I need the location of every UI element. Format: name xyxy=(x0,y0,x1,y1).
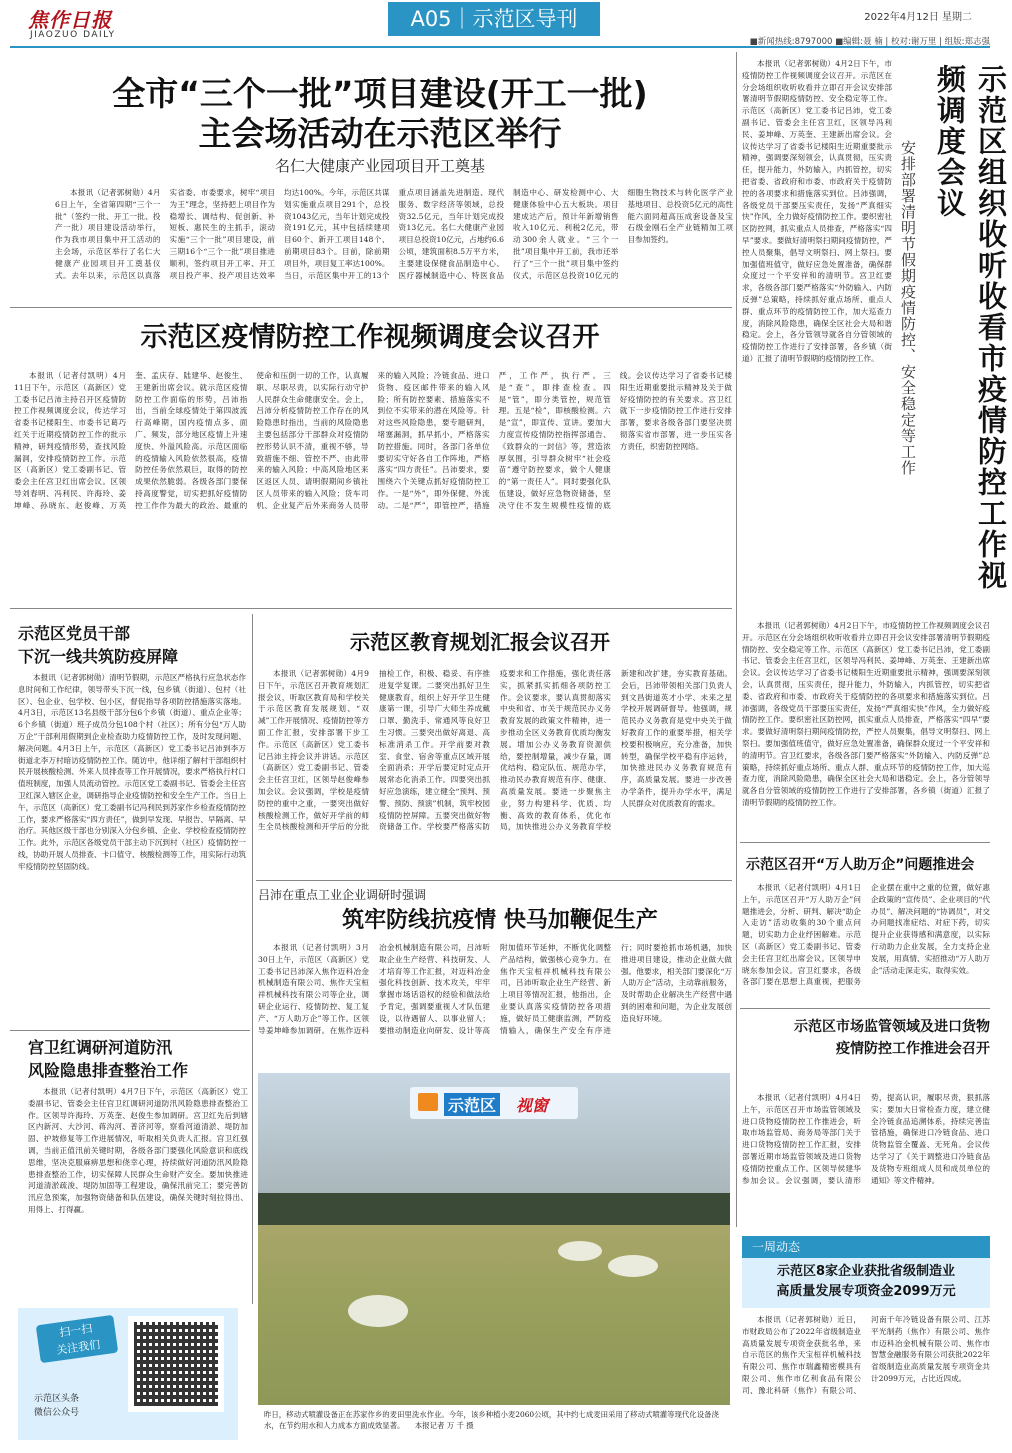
qr-area xyxy=(18,1308,238,1440)
photo-credit: 本报记者 万 千 摄 xyxy=(414,1421,474,1430)
article9-title-line1: 示范区市场监管领域及进口货物 xyxy=(794,1019,990,1035)
issue-date: 2022年4月12日 星期二 xyxy=(864,12,972,23)
divider xyxy=(740,1008,990,1009)
weekly-title-line2: 高质量发展专项资金2099万元 xyxy=(776,1284,956,1299)
divider xyxy=(740,842,990,843)
article9-text: 本报讯（记者付凯明）4月4日上午，示范区召开市场监管领域及进口货物疫情防控工作推进会，听取市场监管局、商务局等部门关于进口货物疫情防控工作汇报，安排部署近期市场监管领域及进口货物疫情防控重点工作。区领导侯建华参加会议。会议强调，要认清形势，提高认识，履职尽责，狠抓落实；要加大日常检查力度，建立健全冷链食品追溯体系，持续完善监管措施，确保进口冷链食品、进口货物监管全覆盖、无死角。会议传达学习了《关于调整进口冷链食品及货物专班组成人员和成员单位的通知》等文件精神。 xyxy=(742,1093,990,1185)
article8-text: 本报讯（记者付凯明）4月1日上午，示范区召开“万人助万企”问题推进会，分析、研判、解决“助企入走访”活动收集的30个重点问题，切实助力企业纾困解难。示范区（高新区）党工委副书记、管委会主任宫卫红出席会议。区领导申晓东参加会议。宫卫红要求，各级各部门要在思想上真重视，把服务企业摆在重中之重的位置，做好惠企政策的“宣传员”、企业项目的“代办员”、解决问题的“协调员”，对交办问题找准症结、对症下药，切实提升企业获得感和满意度，以实际行动助力企业发展，全力支持企业发展，用真情、实招推动“万人助万企”活动走深走实、取得实效。 xyxy=(742,883,990,987)
photo-trees xyxy=(258,1193,730,1227)
article3-text: 本报讯（记者郭树勋）4月2日下午，市疫情防控工作视频调度会议召开。示范区在分会场组织收听收看并立即召开会议安排部署清明节假期疫情防控、安全稳定等工作。示范区（高新区）党工委书记吕沛，党工委副书记、管委会主任宫卫红，区领导冯利民、姜坤峰、万英奎、王建新出席会议。会议传达学习了省委书记楼阳生近期重要批示精神，强调要深刻领会，认真贯彻，压实责任，提升能力，外防输入，内抓管控，切实把省委、省政府和市委、市政府关于疫情防控的各项要求和措施落实到位。吕沛强调，各级党员干部要压实责任，发扬“严真细实快”作风，全力做好疫情防控工作。要织密社区防控网，抓实重点人员排查，严格落实“四早”要求。要做好清明祭扫期间疫情防控，严控人员聚集，倡导文明祭扫、网上祭扫。要加强值班值守，做好应急处置准备，确保群众度过一个平安祥和的清明节。宫卫红要求，各级各部门要严格落实“外防输入、内防反弹”总策略，持续抓好重点场所、重点人群、重点环节的疫情防控工作，加大巡查力度，消除风险隐患，确保全区社会大局和谐稳定。会上，各分管领导就各自分管领域的疫情防控工作进行了安排部署，各乡镇（街道）汇报了清明节假期的疫情防控工作。 xyxy=(742,59,892,363)
article3-subtitle: 安排部署清明节假期疫情防控、安全稳定等工作 xyxy=(899,140,917,476)
article5-title-line2: 风险隐患排查整治工作 xyxy=(28,1061,189,1080)
column-divider xyxy=(736,52,737,1227)
article7-title: 筑牢防线抗疫情 快马加鞭促生产 xyxy=(342,908,658,933)
article1-body xyxy=(55,187,733,299)
window-tag-part1: 示范区 xyxy=(444,1093,500,1116)
article6-body xyxy=(258,668,732,876)
weekly-text: 本报讯（记者郭树勋）近日，市财政局公布了2022年省级制造业高质量发展专项资金获批名单，来自示范区的焦作天宝桓祥机械科技有限公司、焦作市瑞鑫精密模具有限公司、焦作市亿利食品有限公司、豫北科研（焦作）有限公司、河南千年冷链设备有限公司、江苏平光制药（焦作）有限公司、焦作市迈科冶金机械有限公司、焦作市智慧金融服务有限公司获批2022年省级制造业高质量发展专项资金共计2099万元，占比近四成。 xyxy=(742,1315,990,1395)
article1-headline xyxy=(60,74,700,184)
qr-pattern xyxy=(134,1322,218,1406)
column-divider xyxy=(252,614,253,1304)
article5-title xyxy=(28,1036,248,1084)
weekly-body xyxy=(742,1314,990,1442)
qr-label-line2: 微信公众号 xyxy=(34,1408,80,1418)
article9-title xyxy=(742,1016,990,1064)
divider xyxy=(10,1030,250,1031)
article5-title-line1: 宫卫红调研河道防汛 xyxy=(28,1038,173,1057)
article6-text: 本报讯（记者郭树勋）4月9日下午，示范区召开教育规划汇报会议，听取区教育局和学校关于示范区教育发展规划、“双减”工作开展情况、疫情防控等方面工作汇报，安排部署下步工作。示范区（高新区）党工委书记吕沛主持会议并讲话。示范区（高新区）党工委副书记、管委会主任宫卫红，区领导赵俊峰参加会议。会议强调，学校是疫情防控的重中之重，一要突出做好核酸检测工作，做好开学前的师生全员核酸检测和开学后的分批抽检工作，积极、稳妥、有序推进复学复课。二要突出抓好卫生健康教育，组织上好开学卫生健康第一课，引导广大师生养成戴口罩、勤洗手、常通风等良好卫生习惯。三要突出做好离退、高标准消杀工作。开学前要对教室、食堂、宿舍等重点区域开展全面消杀；开学后要定时定点开展常态化消杀工作。四要突出抓好应急演练，建立健全“预判、预警、预防、预演”机制，筑牢校园疫情防控屏障。五要突出做好物资储备工作。学校要严格落实防疫要求和工作措施，强化责任落实，抓紧抓实抓细各项防控工作。会议要求，要认真贯彻落实中央和省、市关于规范民办义务教育发展的政策文件精神，进一步推动全区义务教育优质均衡发展。增加公办义务教育资源供给，要控制增量，减少存量，调优结构、稳定队伍、规范办学，推动民办教育规范有序、健康、高质量发展。要进一步聚焦主业，努力构建科学、优质、均衡、高效的教育体系，优化布局，加快推进公办义务教育学校新建和改扩建，夯实教育基础。会后，吕沛带领相关部门负责人到文昌街道英才小学、未来之星学校开展调研督导。他强调，规范民办义务教育是党中央关于做好教育工作的重要举措，相关学校要积极响应，充分准备，加快转型，确保学校平稳有序运转，加快推进民办义务教育规范有序，高质量发展。要进一步改善办学条件，提升办学水平，满足人民群众对优质教育的需求。 xyxy=(258,669,732,832)
article8-body xyxy=(742,882,990,1000)
article3-title: 示范区组织收听收看市疫情防控工作视频调度会议 xyxy=(933,64,1008,591)
article9-title-line2: 疫情防控工作推进会召开 xyxy=(836,1041,990,1057)
divider xyxy=(256,880,732,881)
article9-body xyxy=(742,1092,990,1212)
article7-text: 本报讯（记者付凯明）3月30日上午，示范区（高新区）党工委书记吕沛深入焦作迈科冶金机械制造有限公司、焦作天宝桓祥机械科技有限公司等企业，调研企业运行、疫情防控、复工复产、“万人助万企”等工作。区领导姜坤峰参加调研。在焦作迈科冶金机械制造有限公司，吕沛听取企业生产经营、科技研发、人才培育等工作汇报，对迈科冶金强化科技创新、技术攻关，牢牢掌握市场话语权的经验和做法给予肯定，强调要重视人才队伍建设，以待遇留人、以事业留人；要推动制造业向研发、设计等高附加值环节延伸，不断优化调整产品结构，做强核心竞争力。在焦作天宝桓祥机械科技有限公司，吕沛听取企业生产经营、新上项目等情况汇报，他指出，企业要认真落实疫情防控各项措施，做好员工健康监测，严防疫情输入，确保生产安全有序进行；同时要抢抓市场机遇，加快推进项目建设，推动企业做大做强。他要求，相关部门要深化“万人助万企”活动，主动靠前服务，及时帮助企业解决生产经营中遇到的困难和问题，为企业发展创造良好环境。 xyxy=(258,943,732,1035)
article4-text: 本报讯（记者郭树勋）清明节假期，示范区严格执行应急状态作息时间和工作纪律，领导带头下沉一线，包乡镇（街道）、包村（社区）、包企业、包学校、包小区，督促指导各项防控措施落实落地。4月3日，示范区13名县级干部分包6个乡镇（街道）、重点企业等；6个乡镇（街道）班子成员分包108个村（社区）；所有分包“万人助万企”干部利用假期到企业检查助力疫情防控工作，及时发现问题、解决问题。4月3日上午，示范区（高新区）党工委书记吕沛到李万街道北李万村暗访疫情防控工作。随访中，他详细了解村干部组织村民开展核酸检测、外来人员排查等工作开展情况，要求严格执行村口值班制度，加强人员流动管控。示范区党工委副书记、管委会主任宫卫红深入辖区企业，调研指导企业疫情防控和安全生产工作。当日上午，示范区（高新区）党工委副书记冯利民到苏家作乡检查疫情防控工作，要求严格落实“四方责任”，做到早发现、早报告、早隔离、早治疗。其他区级干部也分别深入分包乡镇、企业、学校检查疫情防控工作。此外，示范区各级党员干部主动下沉到村（社区）疫情防控一线，协助开展人员排查、卡口值守、核酸检测等工作，用实际行动筑牢疫情防控坚固防线。 xyxy=(18,673,246,871)
article4-body xyxy=(18,672,246,1027)
section-title: A05｜示范区导刊 xyxy=(388,2,600,36)
newspaper-logo-en: JIAOZUO DAILY xyxy=(30,30,116,40)
article7-kicker: 吕沛在重点工业企业调研时强调 xyxy=(258,888,427,902)
news-photo xyxy=(258,1073,730,1439)
article2-body xyxy=(14,370,732,600)
qr-code[interactable] xyxy=(128,1316,224,1412)
article3-text-cont: 本报讯（记者郭树勋）4月2日下午，市疫情防控工作视频调度会议召开。示范区在分会场组织收听收看并立即召开会议安排部署清明节假期疫情防控、安全稳定等工作。示范区（高新区）党工委书记吕沛，党工委副书记、管委会主任宫卫红，区领导冯利民、姜坤峰、万英奎、王建新出席会议。会议传达学习了省委书记楼阳生近期重要批示精神，强调要深刻领会，认真贯彻，压实责任，提升能力，外防输入，内抓管控，切实把省委、省政府和市委、市政府关于疫情防控的各项要求和措施落实到位。吕沛强调，各级党员干部要压实责任，发扬“严真细实快”作风，全力做好疫情防控工作。要织密社区防控网，抓实重点人员排查，严格落实“四早”要求。要做好清明祭扫期间疫情防控，严控人员聚集，倡导文明祭扫、网上祭扫。要加强值班值守，做好应急处置准备，确保群众度过一个平安祥和的清明节。宫卫红要求，各级各部门要严格落实“外防输入、内防反弹”总策略，持续抓好重点场所、重点人群、重点环节的疫情防控工作，加大巡查力度，消除风险隐患，确保全区社会大局和谐稳定。会上，各分管领导就各自分管领域的疫情防控工作进行了安排部署，各乡镇（街道）汇报了清明节假期的疫情防控工作。 xyxy=(742,621,990,807)
qr-label-line1: 示范区头条 xyxy=(34,1394,80,1404)
photo-caption-text: 昨日，移动式喷灌设备正在苏家作乡的麦田里洗水作业。今年，该乡种植小麦2060公顷，其中约七成麦田采用了移动式喷灌等现代化设备浇水，在节约用水和人力成本方面成效显著。 xyxy=(264,1410,719,1430)
article3-body-b xyxy=(742,620,990,836)
photo-spray xyxy=(558,1241,602,1261)
weekly-title-box xyxy=(742,1258,990,1308)
weekly-label: 一周动态 xyxy=(742,1236,990,1258)
divider xyxy=(10,307,732,308)
article7-body xyxy=(258,942,732,1066)
qr-label xyxy=(34,1392,79,1420)
article1-title-line2: 主会场活动在示范区举行 xyxy=(198,114,562,153)
article2-title: 示范区疫情防控工作视频调度会议召开 xyxy=(140,322,600,353)
scan-badge xyxy=(36,1315,119,1363)
photo-spray xyxy=(608,1255,658,1277)
article5-text: 本报讯（记者付凯明）4月7日下午，示范区（高新区）党工委副书记、管委会主任宫卫红调研河道防汛风险隐患排查整治工作。区领导许海玲、万英奎、赵俊生参加调研。宫卫红先后到辖区内新河、大沙河、蒋沟河、普济河等，察看河道清淤、堤防加固、护坡修复等工作进展情况，听取相关负责人汇报。宫卫红强调，当前正值汛前关键时期，各级各部门要强化风险意识和底线思维，坚决克服麻痹思想和侥幸心理，持续做好河道防汛风险隐患排查整治工作，切实保障人民群众生命财产安全。要加快推进河道清淤疏浚、堤防加固等工程建设，确保汛前完工；要完善防汛应急预案，加强物资储备和队伍建设，确保关键时刻拉得出、用得上、打得赢。 xyxy=(28,1087,248,1214)
divider xyxy=(10,608,732,609)
newspaper-logo: 焦作日报 xyxy=(28,8,112,32)
article1-title-line1: 全市“三个一批”项目建设(开工一批) xyxy=(112,74,648,113)
article4-title-line2: 下沉一线共筑防疫屏障 xyxy=(18,647,179,666)
window-tag-part2: 视窗 xyxy=(516,1096,549,1115)
article2-text: 本报讯（记者付凯明）4月11日下午，示范区（高新区）党工委书记吕沛主持召开区疫情防控工作视频调度会议，传达学习省委书记楼阳生、市委书记葛巧红关于近期疫情防控工作的批示精神，研判疫情形势，查找风险漏洞，安排疫情防控工作。示范区（高新区）党工委副书记、管委会主任宫卫红出席会议。区领导刘春明、冯利民、许海玲、姜坤峰、孙晓东、赵俊峰、万英奎、孟庆存、陆建华、赵俊生、王建新出席会议。就示范区疫情防控工作面临的形势，吕沛指出，当前全球疫情处于第四波流行高峰期，国内疫情点多、面广、频发，部分地区疫情上升速度快、外溢风险高。示范区面临的疫情输入风险依然很高，疫情防控任务依然艰巨，取得的防控成果依然脆弱。各级各部门要保持高度警觉，切实把抓好疫情防控工作作为最大的政治、最重的使命和压倒一切的工作，认真履职、尽职尽责，以实际行动守护人民群众生命健康安全。会上，吕沛分析疫情防控工作存在的风险隐患时指出，当前的风险隐患主要包括部分干部群众对疫情防控形势认识不清，重视不够，导致措施不细、管控不严、由此带来的输入风险；中高风险地区来区返区人员、请明假期间乡镇社区人员带来的输入风险；货车司机、企业复产后外来商务人员带来的输入风险；冷链食品、进口货物、疫区邮件带来的输入风险；所有防控要素、措施落实不到位不实带来的潜在风险等。针对这些风险隐患，要专题研判，堵塞漏洞，抓早抓小，严格落实防控措施。同时，各部门各单位要切实守好各自工作阵地，严格落实“四方责任”。吕沛要求，要围绕六个关键点抓好疫情防控工作。一是“外”，即外保健、外流动。二是“严”，即管控严，措施严，工作严，执行严。三是“查”，即排查检查。四是“管”，即分类管控，规范管理。五是“检”，即核酸检测。六是“宣”，即宣传、宣讲。要加大力度宣传疫情防控指挥部通告、《致群众的一封信》等，营造浓厚氛围，引导群众树牢“社会疫苗”遵守防控要求，做个人健康的“第一责任人”。同时要强化队伍建设，做好应急物资储备，坚决守住不发生规模性疫情的底线。会议传达学习了省委书记楼阳生近期重要批示精神及关于做好疫情防控的有关要求。宫卫红就下一步疫情防控工作进行安排部署，要求各级各部门要坚决贯彻落实省市部署，进一步压实各方责任，织密防控网络。 xyxy=(14,371,732,510)
article3-body-a xyxy=(742,58,892,618)
weekly-title-line1: 示范区8家企业获批省级制造业 xyxy=(776,1264,956,1279)
photo-field xyxy=(258,1225,730,1405)
article1-text: 本报讯（记者郭树勋）4月6日上午，全省第四期“三个一批”（签约一批、开工一批、投产一批）项目建设活动举行，作为我市项目集中开工活动的主会场，示范区举行了名仁大健康产业园项目开工奠基仪式。去年以来，示范区以真落实省委、市委要求，树牢“项目为王”理念，坚持把上项目作为稳增长、调结构、促创新、补短板、惠民生的主抓手，滚动实施“三个一批”项目建设，前三期16个“三个一批”项目推进顺利，签约项目开工率、开工项目投产率、投产项目达效率均达100%。今年，示范区共谋划实施重点项目291个，总投资1043亿元，当年计划完成投资191亿元，其中包括续建项目60个、新开工项目148个、前期项目83个。目前，除前期项目外，项目复工率达100%。当日，示范区集中开工的13个重点项目涵盖先进制造、现代服务、数字经济等领域，总投资32.5亿元，当年计划完成投资13亿元。名仁大健康产业园项目总投资10亿元，占地约6.6公顷，建筑面积8.5万平方米，主要建设保健食品制造中心、医疗器械制造中心、特医食品制造中心、研发检测中心、大健康体验中心五大板块。项目建成达产后，预计年新增销售收入10亿元、利税2亿元，带动300余人就业。“三个一批”项目集中开工前，我市还举行了“三个一批”项目集中签约仪式，示范区总投资10亿元的细胞生物技术与转化医学产业基地项目、总投资5亿元的高性能六面同超高压成套设备及宝石级金刚石全产业链精加工项目参加签约。 xyxy=(55,188,733,280)
photo-spray xyxy=(348,1295,408,1327)
editor-credits: ■新闻热线:8797000 ■编辑:聂 楠 | 校对:谢万里 | 组版:郑志强 xyxy=(749,37,990,47)
clapperboard-icon xyxy=(418,1093,438,1111)
header-divider xyxy=(10,46,990,48)
scan-badge-line1: 扫一扫 xyxy=(58,1321,94,1340)
article4-title-line1: 示范区党员干部 xyxy=(18,624,131,643)
scan-badge-line2: 关注我们 xyxy=(55,1337,101,1357)
article4-title xyxy=(18,622,248,670)
article6-title: 示范区教育规划汇报会议召开 xyxy=(350,630,610,654)
masthead xyxy=(0,0,1000,50)
article5-body xyxy=(28,1086,248,1300)
article8-title: 示范区召开“万人助万企”问题推进会 xyxy=(746,857,975,873)
photo-caption xyxy=(258,1405,730,1439)
article1-subtitle: 名仁大健康产业园项目开工奠基 xyxy=(274,157,485,175)
window-tag xyxy=(410,1087,578,1119)
